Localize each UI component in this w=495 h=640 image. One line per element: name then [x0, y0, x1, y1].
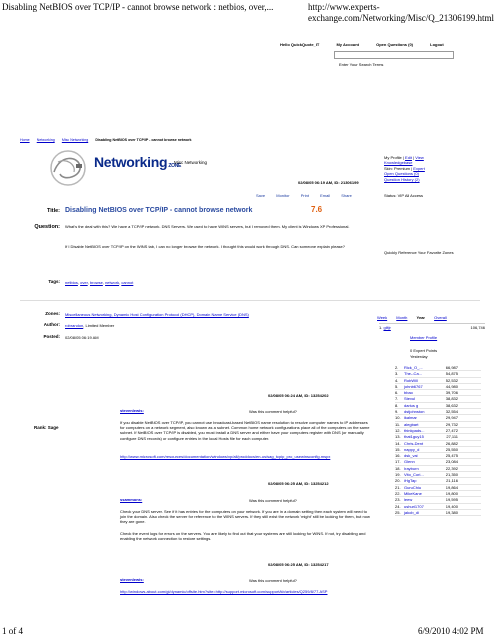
print-button[interactable]: Print: [300, 193, 309, 198]
leaderboard-score: 19,800: [445, 490, 458, 496]
leaderboard-name[interactable]: Vito_Cori...: [404, 472, 424, 478]
print-page-number: 1 of 4: [2, 626, 23, 636]
edit-profile-link[interactable]: Edit: [405, 155, 412, 160]
member-profile-link[interactable]: Member Profile: [410, 335, 438, 340]
leaderboard-rank: 3.: [395, 371, 399, 377]
tab-month[interactable]: Month: [396, 315, 408, 320]
leaderboard-rank: 6.: [395, 390, 399, 396]
comment-2-text: Check your DNS server. See if it has entries for the computers on your network. If you are in a domain setting then each system will need to join the domain. Also check the server for reference to the WINS servers. If they still exist the network 'might' still be looking for them, but now they are gone.: [120, 509, 370, 525]
top-nav: [280, 42, 460, 47]
leaderboard-rank: 10.: [395, 415, 401, 421]
question-para-1: What's the deal with this? We have a TCP/IP network. DNS Servers. We used to have WINS servers, but I removed them. My client is Windows XP Professional.: [65, 224, 350, 229]
leaderboard-name[interactable]: ikalmar: [404, 415, 417, 421]
tab-overall[interactable]: Overall: [434, 315, 447, 320]
leaderboard-top: [379, 323, 485, 330]
hello-user: Hello QuickQuote_IT: [280, 42, 320, 47]
search-label: Enter Your Search Terms: [339, 62, 384, 67]
leaderboard-score: 52,532: [445, 377, 458, 383]
leaderboard-name[interactable]: darius g: [404, 402, 419, 408]
leaderboard-rank: 5.: [395, 383, 399, 389]
leaderboard-name[interactable]: MikeKane: [404, 490, 422, 496]
share-button[interactable]: Share: [341, 193, 352, 198]
breadcrumb-home[interactable]: Home: [20, 138, 30, 142]
leaderboard-name[interactable]: alegbart: [404, 421, 419, 427]
monitor-button[interactable]: Monitor: [276, 193, 290, 198]
tag-network[interactable]: network: [105, 280, 120, 285]
leaderboard-score: 21,116: [446, 478, 458, 484]
leaderboard-rank: 15.: [395, 446, 401, 452]
leaderboard-score: 19,400: [445, 503, 458, 509]
rank-label: Rank: Sage: [34, 425, 59, 430]
leaderboard-name[interactable]: that1guy15: [404, 434, 424, 440]
network-cable-icon: [48, 148, 88, 188]
breadcrumb-misc-networking[interactable]: Misc Networking: [61, 138, 89, 142]
question-date-id: 02/08/05 06:19 AM, ID: 21306199: [298, 180, 359, 185]
leaderboard-list: [395, 365, 481, 516]
leaderboard-score: 39,706: [445, 390, 458, 396]
status-label: Status: VIP All Access: [384, 193, 424, 198]
comment-1-date-id: 02/08/05 06:24 AM, ID: 13254202: [268, 393, 329, 398]
top-score: 106,746: [470, 325, 485, 330]
leaderboard-name[interactable]: GuruChiu: [404, 484, 422, 490]
expert-link[interactable]: Expert: [413, 165, 425, 171]
skin-label: Skin: Premium: [384, 165, 411, 171]
leaderboard-rank: 8.: [395, 402, 399, 408]
view-profile-link[interactable]: View: [415, 155, 424, 160]
leaderboard-name[interactable]: bbao: [404, 390, 413, 396]
my-account-link[interactable]: My Account: [336, 42, 359, 47]
leaderboard-name[interactable]: leew: [404, 497, 413, 503]
posted-date: 02/08/05 06:19 AM: [65, 335, 99, 340]
leaderboard-tabs: [377, 315, 455, 320]
leaderboard-rank: 23.: [395, 497, 401, 503]
breadcrumb: [20, 137, 198, 142]
tag-browse[interactable]: browse: [89, 280, 103, 285]
top-rank: 1.: [379, 325, 383, 330]
tag-over[interactable]: over: [80, 280, 88, 285]
comment-3-helpful[interactable]: Was this comment helpful?: [249, 578, 297, 583]
leaderboard-rank: 17.: [395, 459, 401, 465]
title-label: Title:: [46, 208, 60, 214]
leaderboard-name[interactable]: ushuri1707: [404, 503, 424, 509]
leaderboard-row: [395, 510, 481, 516]
leaderboard-score: 54,875: [445, 371, 458, 377]
leaderboard-rank: 4.: [395, 377, 399, 383]
save-button[interactable]: Save: [256, 193, 266, 198]
comment-2-text-2: Check the event logs for errors on the servers. You are likely to find out that your systems are still looking for WINS. If not, try disabling and enabling the network connection to restore settings.: [120, 531, 366, 542]
zones-links[interactable]: Miscellaneous Networking, Dynamic Host Configuration Protocol (DHCP), Domain Name Service (DNS): [65, 312, 249, 317]
tag-cannot[interactable]: cannot: [121, 280, 134, 285]
leaderboard-score: 19,595: [445, 497, 458, 503]
print-url: http://www.experts-exchange.com/Networking/Misc/Q_21306199.html: [308, 2, 494, 24]
leaderboard-score: 66,987: [445, 365, 458, 370]
leaderboard-score: 22,392: [445, 465, 458, 471]
leaderboard-name[interactable]: The--Ca...: [404, 371, 423, 377]
comment-3-author[interactable]: stevenlewis:: [120, 577, 144, 582]
leaderboard-name[interactable]: Chris-Dent: [404, 440, 424, 446]
logout-link[interactable]: Logout: [430, 42, 444, 47]
leaderboard-rank: 7.: [395, 396, 399, 402]
comment-3-date-id: 02/08/05 06:25 AM, ID: 13254217: [268, 562, 329, 567]
leaderboard-rank: 24.: [395, 503, 401, 509]
comment-1-link[interactable]: http://www.microsoft.com/resources/documentation/windows/xp/all/proddocs/en-us/sag_tcpip_pro_usewinsconfig.mspx: [120, 454, 331, 459]
leaderboard-rank: 12.: [395, 427, 401, 433]
leaderboard-score: 27,472: [445, 427, 458, 433]
leaderboard-rank: 2.: [395, 365, 399, 370]
leaderboard-rank: 25.: [395, 509, 401, 515]
leaderboard-name[interactable]: nappy_d: [404, 446, 420, 452]
leaderboard-rank: 13.: [395, 434, 401, 440]
comment-1-helpful[interactable]: Was this comment helpful?: [249, 409, 297, 414]
print-datetime: 6/9/2010 4:02 PM: [418, 626, 484, 636]
my-profile-label: My Profile: [384, 155, 402, 160]
leaderboard-name[interactable]: Irayburn: [404, 465, 419, 471]
yesterday-label: Yesterday: [410, 354, 428, 359]
author-label: Author:: [43, 322, 60, 327]
leaderboard-score: 19,864: [445, 484, 458, 490]
open-questions-profile-link[interactable]: Open Questions (0): [384, 171, 419, 177]
leaderboard-score: 32,554: [445, 409, 458, 415]
question-title: Disabling NetBIOS over TCP/IP - cannot browse network: [65, 207, 253, 214]
leaderboard-score: 29,732: [445, 421, 458, 427]
breadcrumb-current: Disabling NetBIOS over TCP/IP - cannot browse network: [95, 138, 192, 142]
tag-netbios[interactable]: netbios: [65, 280, 78, 285]
author-rank: , Limited Member: [83, 323, 115, 328]
comment-2-author[interactable]: ssammons:: [120, 497, 143, 502]
leaderboard-name[interactable]: RobWill: [404, 377, 418, 383]
comment-1-author[interactable]: stevenlewis:: [120, 408, 144, 413]
leaderboard-score: 21,350: [445, 472, 458, 478]
leaderboard-name[interactable]: jakob_di: [404, 509, 419, 515]
tab-year[interactable]: Year: [416, 315, 425, 320]
leaderboard-score: 27,111: [446, 434, 458, 440]
quick-reference-zones: Quickly Reference Your Favorite Zones: [384, 250, 454, 255]
posted-label: Posted:: [43, 334, 60, 339]
leaderboard-name[interactable]: thinkpads...: [404, 427, 425, 433]
tab-week[interactable]: Week: [377, 315, 388, 320]
search-input[interactable]: [334, 51, 454, 59]
comment-3-link[interactable]: http://windows.about.com/gi/dynamic/offsite.htm?site=http://support.microsoft.com/support/kb/articles/Q259/8/77.ASP: [120, 589, 328, 594]
leaderboard-score: 29,947: [445, 415, 458, 421]
zone-header: [94, 154, 181, 172]
leaderboard-name[interactable]: StevuI: [404, 396, 416, 402]
question-history-link[interactable]: Question History (2): [384, 176, 420, 182]
question-score: 7.6: [311, 205, 323, 214]
question-label: Question:: [34, 224, 60, 230]
leaderboard-name[interactable]: iHgTap: [404, 478, 417, 484]
tags-label: Tags:: [48, 279, 60, 284]
leaderboard-name[interactable]: dstjohnston: [404, 409, 425, 415]
zone-suffix: ZONE: [168, 163, 182, 169]
leaderboard-score: 25,550: [445, 446, 458, 452]
expert-points: 0 Expert Points: [410, 348, 438, 353]
leaderboard-name[interactable]: johnb6767: [404, 383, 423, 389]
leaderboard-score: 44,980: [445, 383, 458, 389]
comment-2-helpful[interactable]: Was this comment helpful?: [249, 498, 297, 503]
leaderboard-rank: 20.: [395, 478, 401, 484]
question-para-2: If I Disable NetBIOS over TCP/IP on the WINS tab, I can no longer browse the network. I thought this would work through DNS. Can someone explain please?: [65, 244, 345, 249]
zone-subtitle: Misc Networking: [174, 160, 208, 165]
leaderboard-score: 23,084: [445, 459, 458, 465]
author-link[interactable]: robrandon: [65, 323, 84, 328]
leaderboard-rank: 14.: [395, 440, 401, 446]
leaderboard-rank: 18.: [395, 465, 401, 471]
leaderboard-rank: 19.: [395, 472, 401, 478]
leaderboard-rank: 11.: [395, 421, 401, 427]
comment-1-text: If you disable NetBIOS over TCP/IP, you cannot use broadcast-based NetBIOS name resolution to resolve computer names to IP addresses for computers on a network segment, also known as a subnet. Common home network configurations place all of the computers on the same subnet. If NetBIOS over TCP/IP is disabled, you must install a DNS server and either have your computers register with DNS (or manually configure DNS records) or configure entries in the local Hosts file for each computer.: [120, 420, 370, 441]
zone-title: Networking: [94, 154, 168, 170]
leaderboard-score: 19,380: [445, 509, 458, 515]
leaderboard-score: 25,475: [445, 453, 458, 459]
leaderboard-rank: 22.: [395, 490, 401, 496]
leaderboard-score: 26,882: [445, 440, 458, 446]
leaderboard-score: 38,832: [445, 396, 458, 402]
print-page-title: Disabling NetBIOS over TCP/IP - cannot browse network : netbios, over,...: [2, 2, 274, 12]
leaderboard-rank: 9.: [395, 409, 399, 415]
knowledgebase-link[interactable]: Knowledgebase: [384, 160, 413, 166]
profile-panel: My Profile | Edit | View Knowledgebase Skin: Premium | Expert Open Questions (0) Question History (2): [384, 155, 484, 182]
email-button[interactable]: Email: [320, 193, 331, 198]
author-info: [65, 323, 114, 328]
question-actions: [256, 193, 362, 198]
leaderboard-name[interactable]: dsk_vai: [404, 453, 418, 459]
divider: [20, 300, 480, 301]
leaderboard-rank: 16.: [395, 453, 401, 459]
leaderboard-rank: 21.: [395, 484, 401, 490]
top-name[interactable]: giltjr: [383, 325, 391, 330]
comment-2-date-id: 02/08/05 06:25 AM, ID: 13254212: [268, 481, 329, 486]
tags-list: netbios, over, browse, network, cannot: [65, 280, 134, 285]
open-questions-link[interactable]: Open Questions (0): [376, 42, 414, 47]
breadcrumb-networking[interactable]: Networking: [36, 138, 55, 142]
zones-label: Zones:: [45, 311, 60, 316]
leaderboard-name[interactable]: Rick_O_...: [404, 365, 423, 370]
leaderboard-score: 38,632: [445, 402, 458, 408]
leaderboard-name[interactable]: Glenn: [404, 459, 415, 465]
